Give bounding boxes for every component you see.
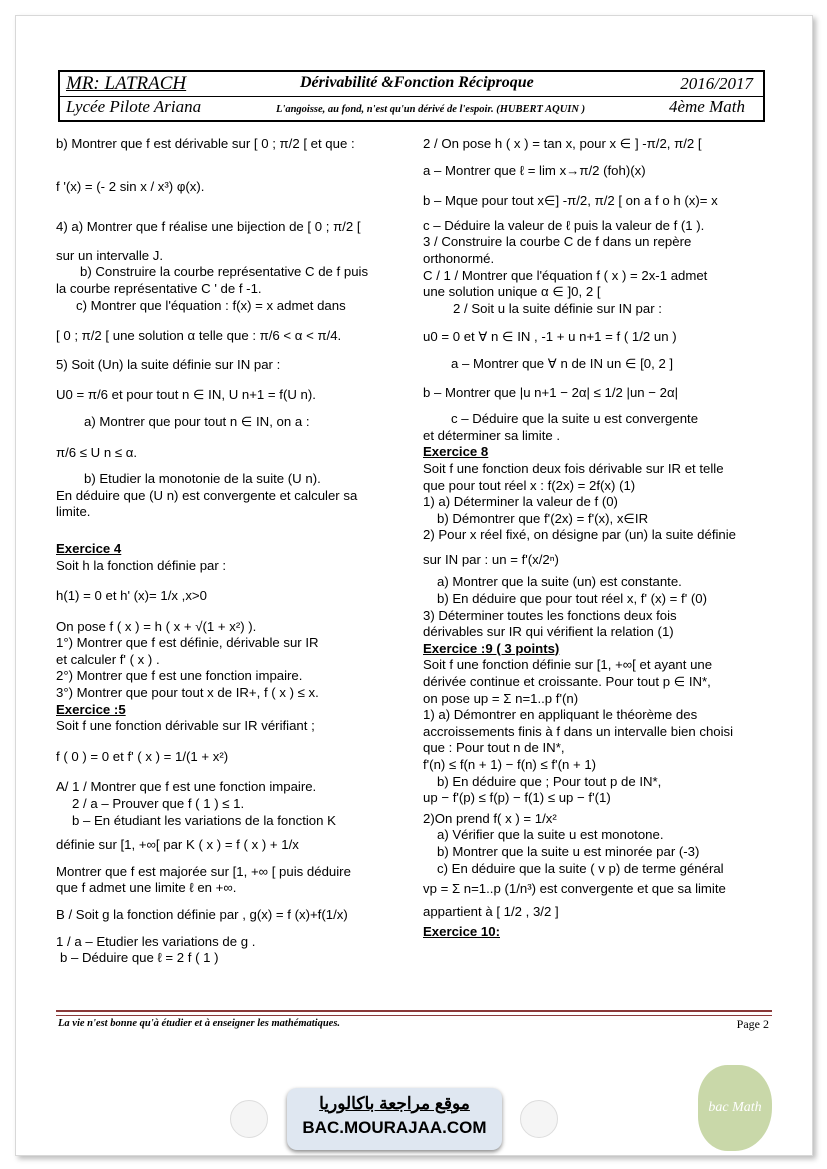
exercise-heading: Exercice 4 <box>56 540 122 556</box>
text-line: On pose f ( x ) = h ( x + √(1 + x²) ). <box>56 618 257 634</box>
text-line: c) Montrer que l'équation : f(x) = x admet dans <box>76 297 346 313</box>
text-line: la courbe représentative C ' de f -1. <box>56 280 262 296</box>
document-header <box>58 70 765 122</box>
text-line: b) En déduire que pour tout réel x, f' (x) = f' (0) <box>437 591 708 607</box>
exercise-heading: Exercice :5 <box>56 701 126 717</box>
footer-motto: La vie n'est bonne qu'à étudier et à enseigner les mathématiques. <box>58 1018 341 1029</box>
author-name: MR: LATRACH <box>66 73 187 94</box>
text-line: a – Montrer que ℓ = lim x→π/2 (foh)(x) <box>423 162 646 178</box>
document-title: Dérivabilité &Fonction Réciproque <box>300 74 534 91</box>
header-quote: L'angoisse, au fond, n'est qu'un dérivé de l'espoir. (HUBERT AQUIN ) <box>276 104 586 115</box>
text-line: on pose up = Σ n=1..p f'(n) <box>423 690 579 706</box>
text-line: up − f'(p) ≤ f(p) − f(1) ≤ up − f'(1) <box>423 790 611 806</box>
text-line: vp = Σ n=1..p (1/n³) est convergente et que sa limite <box>423 881 726 897</box>
text-line: 3°) Montrer que pour tout x de IR+, f ( x ) ≤ x. <box>56 685 319 701</box>
decorative-logo-icon <box>520 1100 558 1138</box>
text-line: Soit f une fonction deux fois dérivable sur IR et telle <box>423 460 724 476</box>
text-line: A/ 1 / Montrer que f est une fonction impaire. <box>56 779 317 795</box>
text-line: 1) a) Déterminer la valeur de f (0) <box>423 494 618 510</box>
text-line: b) En déduire que ; Pour tout p de IN*, <box>437 773 662 789</box>
text-line: que : Pour tout n de IN*, <box>423 740 565 756</box>
text-line: 4) a) Montrer que f réalise une bijection de [ 0 ; π/2 [ <box>56 219 361 235</box>
class-level: 4ème Math <box>668 97 745 116</box>
bac-math-logo: bac Math <box>698 1065 772 1151</box>
text-line: dérivée continue et croissante. Pour tout p ∈ IN*, <box>423 674 711 690</box>
school-name: Lycée Pilote Ariana <box>66 97 202 116</box>
text-line: dérivables sur IR qui vérifient la relation (1) <box>423 624 674 640</box>
text-line: a) Montrer que la suite (un) est constante. <box>437 574 682 590</box>
text-line: Soit f une fonction dérivable sur IR vérifiant ; <box>56 718 315 734</box>
text-line: que pour tout réel x : f(2x) = 2f(x) (1) <box>423 477 636 493</box>
text-line: et calculer f' ( x ) . <box>56 651 160 667</box>
text-line: 3) Déterminer toutes les fonctions deux fois <box>423 607 677 623</box>
right-column <box>423 136 773 941</box>
text-line: une solution unique α ∈ ]0, 2 [ <box>423 284 601 300</box>
text-line: h(1) = 0 et h' (x)= 1/x ,x>0 <box>56 588 207 604</box>
text-line: π/6 ≤ U n ≤ α. <box>56 444 138 460</box>
text-line: appartient à [ 1/2 , 3/2 ] <box>423 903 559 919</box>
text-line: 5) Soit (Un) la suite définie sur IN par : <box>56 356 281 372</box>
text-line: f'(n) ≤ f(n + 1) − f(n) ≤ f'(n + 1) <box>423 757 597 772</box>
text-line: sur un intervalle J. <box>56 247 164 263</box>
text-line: C / 1 / Montrer que l'équation f ( x ) = 2x-1 admet <box>423 267 708 283</box>
text-line: a) Vérifier que la suite u est monotone. <box>437 827 664 843</box>
text-line: définie sur [1, +∞[ par K ( x ) = f ( x ) + 1/x <box>56 837 299 853</box>
text-line: que f admet une limite ℓ en +∞. <box>56 880 237 896</box>
page-number: Page 2 <box>736 1017 769 1031</box>
text-line: 2 / On pose h ( x ) = tan x, pour x ∈ ] -π/2, π/2 [ <box>423 136 702 151</box>
banner-url[interactable]: BAC.MOURAJAA.COM <box>302 1118 487 1137</box>
footer-divider <box>56 1010 772 1016</box>
text-line: En déduire que (U n) est convergente et calculer sa <box>56 487 358 503</box>
text-line: 1 / a – Etudier les variations de g . <box>56 933 256 949</box>
text-line: f ( 0 ) = 0 et f' ( x ) = 1/(1 + x²) <box>56 748 229 764</box>
text-line: c – Déduire la valeur de ℓ puis la valeur de f (1 ). <box>423 217 705 233</box>
website-banner[interactable] <box>287 1088 502 1150</box>
text-line: b) Etudier la monotonie de la suite (U n). <box>84 471 321 487</box>
text-line: accroissements finis à f dans un intervalle bien choisi <box>423 723 734 739</box>
text-line: orthonormé. <box>423 250 495 266</box>
exercise-heading: Exercice 8 <box>423 444 489 460</box>
text-line: 1°) Montrer que f est définie, dérivable sur IR <box>56 635 319 651</box>
text-line: 2) Pour x réel fixé, on désigne par (un) la suite définie <box>423 527 737 543</box>
text-line: Soit h la fonction définie par : <box>56 557 227 573</box>
exercise-heading: Exercice 10: <box>423 924 500 940</box>
text-line: 2 / a – Prouver que f ( 1 ) ≤ 1. <box>72 796 245 812</box>
text-line: [ 0 ; π/2 [ une solution α telle que : π/6 < α < π/4. <box>56 328 342 344</box>
text-line: u0 = 0 et ∀ n ∈ IN , -1 + u n+1 = f ( 1/2 un ) <box>423 329 677 345</box>
text-line: B / Soit g la fonction définie par , g(x) = f (x)+f(1/x) <box>56 907 348 922</box>
school-year: 2016/2017 <box>680 74 753 93</box>
text-line: b) Montrer que f est dérivable sur [ 0 ; π/2 [ et que : <box>56 136 355 151</box>
text-line: b – Mque pour tout x∈] -π/2, π/2 [ on a f o h (x)= x <box>423 193 718 209</box>
text-line: a – Montrer que ∀ n de IN un ∈ [0, 2 ] <box>451 355 674 371</box>
text-line: 2 / Soit u la suite définie sur IN par : <box>453 300 662 316</box>
exercise-heading: Exercice :9 ( 3 points) <box>423 640 560 656</box>
text-line: b – Déduire que ℓ = 2 f ( 1 ) <box>60 950 219 966</box>
text-line: b) Montrer que la suite u est minorée par (-3) <box>437 843 700 859</box>
text-line: et déterminer sa limite . <box>423 427 561 443</box>
text-line: c) En déduire que la suite ( v p) de terme général <box>437 860 724 876</box>
text-line: 2°) Montrer que f est une fonction impaire. <box>56 668 303 684</box>
text-line: b – En étudiant les variations de la fonction K <box>72 812 336 828</box>
text-line: 2)On prend f( x ) = 1/x² <box>423 810 557 826</box>
text-line: f '(x) = (- 2 sin x / x³) φ(x). <box>56 178 205 194</box>
text-line: b) Construire la courbe représentative C de f puis <box>80 264 369 280</box>
text-line: b – Montrer que |u n+1 − 2α| ≤ 1/2 |un − 2α| <box>423 384 679 400</box>
text-line: Soit f une fonction définie sur [1, +∞[ et ayant une <box>423 657 713 673</box>
text-line: U0 = π/6 et pour tout n ∈ IN, U n+1 = f(U n). <box>56 387 316 403</box>
text-line: 3 / Construire la courbe C de f dans un repère <box>423 234 692 250</box>
left-column <box>56 136 401 967</box>
decorative-logo-icon <box>230 1100 268 1138</box>
text-line: a) Montrer que pour tout n ∈ IN, on a : <box>84 413 310 429</box>
text-line: sur IN par : un = f'(x/2ⁿ) <box>423 551 559 567</box>
text-line: Montrer que f est majorée sur [1, +∞ [ puis déduire <box>56 863 351 879</box>
banner-arabic-text: موقع مراجعة باكالوريا <box>319 1094 470 1113</box>
text-line: 1) a) Démontrer en appliquant le théorème des <box>423 707 698 723</box>
text-line: b) Démontrer que f'(2x) = f'(x), x∈IR <box>437 510 649 526</box>
text-line: limite. <box>56 504 91 520</box>
text-line: c – Déduire que la suite u est convergente <box>451 411 699 427</box>
